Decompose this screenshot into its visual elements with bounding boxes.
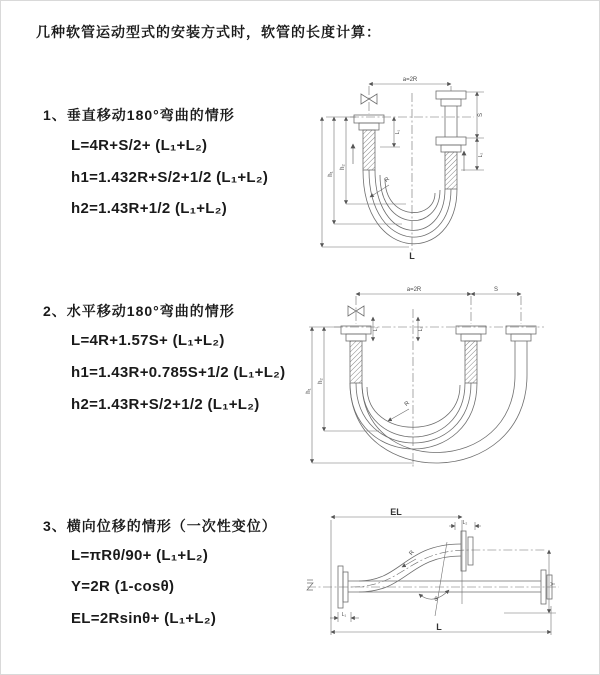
braided-hose-section xyxy=(363,130,375,170)
dim-label-span: a=2R xyxy=(406,287,422,293)
upper-right-flange xyxy=(461,531,473,571)
section2-heading: 2、水平移动180°弯曲的情形 xyxy=(43,303,235,319)
diagram-vertical-180-bend xyxy=(314,69,591,266)
braided-hose-section xyxy=(465,341,477,383)
centerline xyxy=(334,296,544,469)
page-title: 几种软管运动型式的安装方式时，软管的长度计算： xyxy=(36,24,381,40)
braided-hose-section xyxy=(350,341,362,383)
section1-heading: 1、垂直移动180°弯曲的情形 xyxy=(43,107,235,123)
dim-label-s: S xyxy=(493,287,499,293)
left-flange xyxy=(341,326,371,383)
braided-hose-section xyxy=(445,152,457,189)
dim-label-r: R xyxy=(383,176,391,184)
dim-label-theta: θ xyxy=(434,597,438,603)
left-flange xyxy=(354,115,384,170)
dim-label-span: a=2R xyxy=(402,77,418,83)
diagram-horizontal-180-bend xyxy=(304,279,600,477)
section3-heading: 3、横向位移的情形（一次性变位） xyxy=(43,518,277,534)
section1-formula-L: L=4R+S/2+ (L₁+L₂) xyxy=(71,137,208,154)
section2-formula-L: L=4R+1.57S+ (L₁+L₂) xyxy=(71,332,225,349)
dimension-lines xyxy=(322,84,484,247)
dim-label-l2: L₂ xyxy=(478,152,484,158)
section1-formula-h1: h1=1.432R+S/2+1/2 (L₁+L₂) xyxy=(71,169,269,186)
diagram-lateral-displacement xyxy=(299,504,600,646)
section3-formula-L: L=πRθ/90+ (L₁+L₂) xyxy=(71,547,209,564)
dim-label-h1: h₁ xyxy=(328,171,334,177)
right-flange xyxy=(506,326,536,375)
dim-label-el: EL xyxy=(390,507,402,517)
right-flange-stack xyxy=(436,91,466,189)
section3-formula-EL: EL=2Rsinθ+ (L₁+L₂) xyxy=(71,610,217,627)
dim-label-l2: L₂ xyxy=(462,520,468,526)
diagram2-drawing xyxy=(304,279,600,477)
dim-label-s: S xyxy=(478,112,484,118)
section2-formula-h2: h2=1.43R+S/2+1/2 (L₁+L₂) xyxy=(71,396,260,413)
section2-formula-h1: h1=1.43R+0.785S+1/2 (L₁+L₂) xyxy=(71,364,286,381)
section1-formula-h2: h2=1.43R+1/2 (L₁+L₂) xyxy=(71,200,228,217)
dim-label-h2: h₂ xyxy=(318,378,324,384)
hose-u-curves xyxy=(363,170,457,244)
dim-label-l2: L₂ xyxy=(418,326,424,332)
centerline xyxy=(307,550,559,587)
dim-label-l1: L₁ xyxy=(341,612,347,618)
dim-label-y: Y xyxy=(551,581,557,587)
section3-formula-Y: Y=2R (1-cosθ) xyxy=(71,578,175,595)
dim-label-h2: h₂ xyxy=(340,164,346,170)
dim-label-l: L xyxy=(409,251,415,261)
dim-label-r: R xyxy=(408,549,416,557)
dimension-lines xyxy=(330,517,556,635)
angle-construction xyxy=(419,542,449,616)
hose-u-curves xyxy=(350,375,527,463)
diagram1-drawing xyxy=(314,69,591,266)
dim-label-h1: h₁ xyxy=(306,388,312,394)
dimension-lines xyxy=(309,294,521,463)
diagram3-drawing xyxy=(299,504,600,646)
centerline-mark xyxy=(307,580,313,590)
dim-label-l1: L₁ xyxy=(395,129,401,135)
dim-label-l1: L₁ xyxy=(373,326,379,332)
middle-flange xyxy=(456,326,486,383)
dim-label-r: R xyxy=(403,400,411,408)
dim-label-l: L xyxy=(436,622,442,632)
